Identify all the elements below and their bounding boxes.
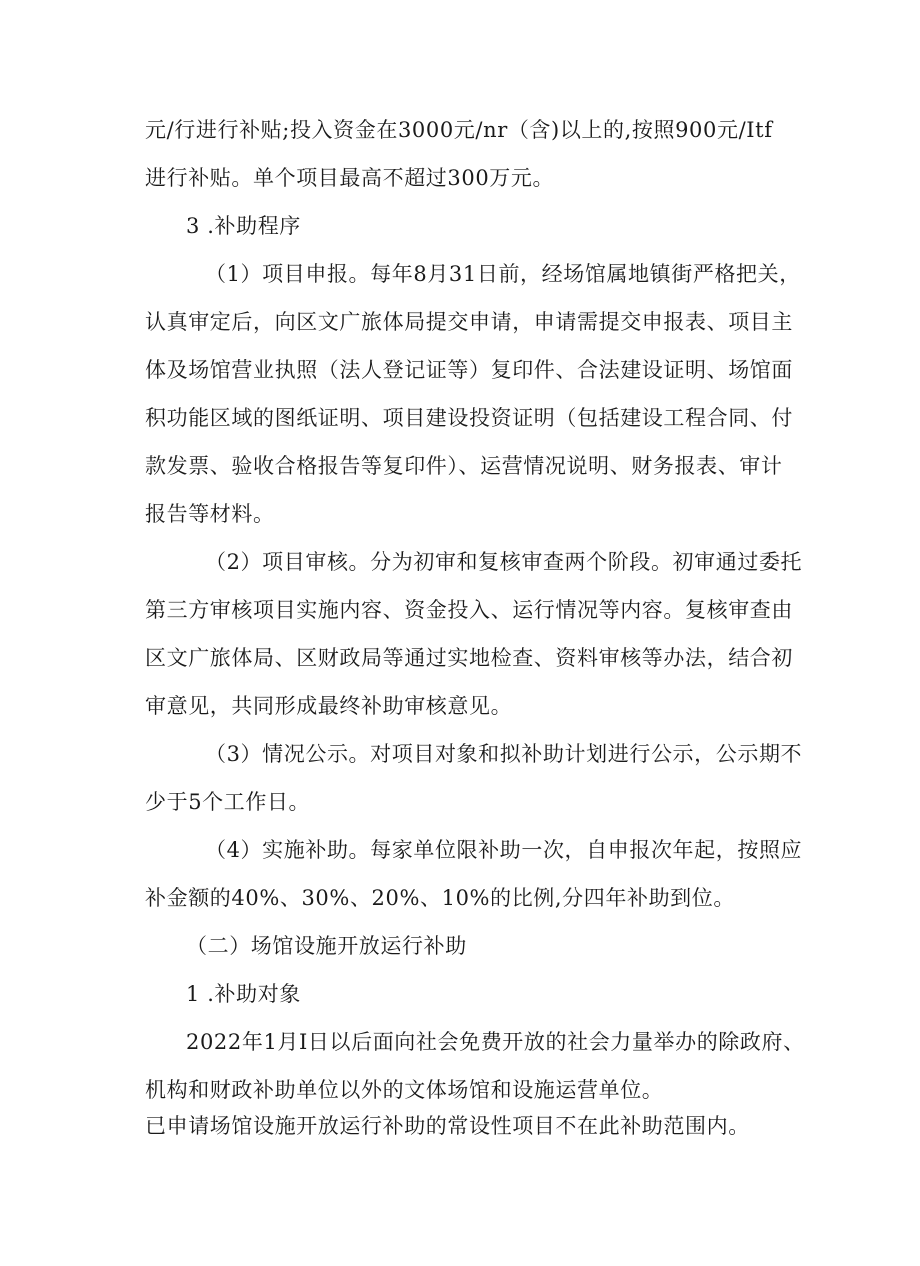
paragraph-line: 款发票、验收合格报告等复印件）、运营情况说明、财务报表、审计 (145, 454, 783, 478)
paragraph-line: 报告等材料。 (145, 502, 275, 526)
paragraph-line: 已申请场馆设施开放运行补助的常设性项目不在此补助范围内。 (145, 1114, 750, 1138)
paragraph-line: 少于5个工作日。 (145, 790, 311, 814)
paragraph-line: 元/行进行补贴;投入资金在3000元/nr（含)以上的,按照900元/Itf (145, 118, 773, 142)
section-heading: 3 .补助程序 (186, 214, 301, 238)
paragraph-line: 进行补贴。单个项目最高不超过300万元。 (145, 166, 555, 190)
paragraph-line: 第三方审核项目实施内容、资金投入、运行情况等内容。复核审查由 (145, 598, 793, 622)
paragraph-line: （3）情况公示。对项目对象和拟补助计划进行公示，公示期不 (205, 742, 803, 766)
section-heading: 1 .补助对象 (186, 982, 301, 1006)
paragraph-line: 审意见，共同形成最终补助审核意见。 (145, 694, 513, 718)
paragraph-line: 积功能区域的图纸证明、项目建设投资证明（包括建设工程合同、付 (145, 406, 793, 430)
paragraph-line: 补金额的40%、30%、20%、10%的比例,分四年补助到位。 (145, 886, 735, 910)
paragraph-line: （4）实施补助。每家单位限补助一次，自申报次年起，按照应 (205, 838, 803, 862)
paragraph-line: 2022年1月I日以后面向社会免费开放的社会力量举办的除政府、 (186, 1030, 805, 1054)
paragraph-line: （2）项目审核。分为初审和复核审查两个阶段。初审通过委托 (205, 550, 803, 574)
paragraph-line: 体及场馆营业执照（法人登记证等）复印件、合法建设证明、场馆面 (145, 358, 793, 382)
paragraph-line: （1）项目申报。每年8月31日前，经场馆属地镇街严格把关， (205, 262, 801, 286)
section-heading: （二）场馆设施开放运行补助 (186, 934, 467, 958)
paragraph-line: 机构和财政补助单位以外的文体场馆和设施运营单位。 (145, 1078, 664, 1102)
paragraph-line: 认真审定后，向区文广旅体局提交申请，申请需提交申报表、项目主 (145, 310, 793, 334)
paragraph-line: 区文广旅体局、区财政局等通过实地检查、资料审核等办法，结合初 (145, 646, 793, 670)
